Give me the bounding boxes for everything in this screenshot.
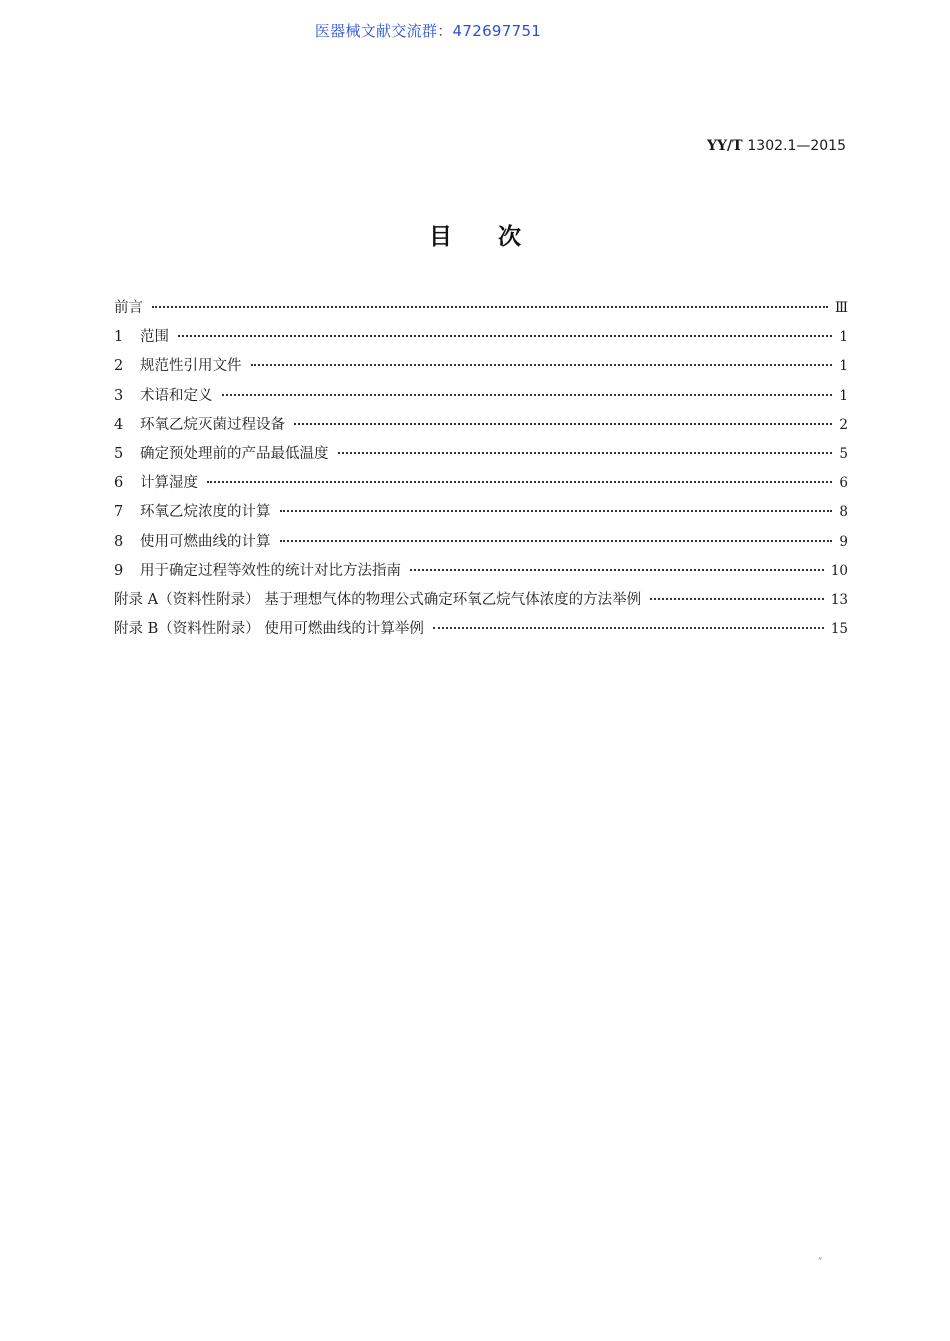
toc-leader-dots [251, 364, 833, 366]
table-of-contents [114, 296, 848, 646]
toc-item-label: 计算湿度 [140, 475, 198, 492]
toc-item-page: 9 [839, 533, 848, 550]
toc-item-label: 使用可燃曲线的计算 [140, 533, 271, 550]
toc-leader-dots [178, 335, 832, 337]
toc-item-page: 2 [839, 416, 848, 433]
toc-leader-dots [650, 598, 824, 600]
toc-item-label: 附录 A（资料性附录） 基于理想气体的物理公式确定环氧乙烷气体浓度的方法举例 [114, 591, 642, 608]
toc-item-label: 环氧乙烷浓度的计算 [140, 504, 271, 521]
toc-item-page: 1 [839, 358, 848, 375]
standard-code: YY/T [706, 138, 743, 154]
toc-item-page: Ⅲ [834, 300, 848, 316]
toc-item-3[interactable] [114, 384, 848, 413]
toc-item-label: 范围 [140, 329, 169, 346]
toc-item-number: 9 [114, 562, 124, 579]
toc-leader-dots [433, 627, 824, 629]
toc-item-page: 15 [830, 621, 848, 638]
toc-item-number: 4 [114, 416, 124, 433]
toc-item-number: 3 [114, 387, 124, 404]
toc-item-number: 6 [114, 475, 124, 492]
toc-item-1[interactable] [114, 325, 848, 354]
toc-item-6[interactable] [114, 471, 848, 500]
toc-leader-dots [207, 481, 832, 483]
toc-item-annex-a[interactable] [114, 588, 848, 617]
toc-item-4[interactable] [114, 413, 848, 442]
toc-item-number: 5 [114, 445, 124, 462]
toc-item-7[interactable] [114, 500, 848, 529]
toc-leader-dots [338, 452, 833, 454]
toc-item-label: 规范性引用文件 [140, 358, 242, 375]
toc-leader-dots [280, 510, 833, 512]
toc-item-page: 13 [830, 591, 848, 608]
toc-leader-dots [410, 569, 824, 571]
toc-item-number: 8 [114, 533, 124, 550]
toc-item-foreword[interactable] [114, 296, 848, 325]
toc-leader-dots [280, 540, 833, 542]
standard-number [707, 138, 846, 154]
toc-item-number: 1 [114, 329, 124, 346]
toc-leader-dots [222, 394, 833, 396]
toc-item-label: 确定预处理前的产品最低温度 [140, 445, 329, 462]
toc-item-label: 附录 B（资料性附录） 使用可燃曲线的计算举例 [114, 621, 424, 638]
toc-leader-dots [294, 423, 832, 425]
toc-item-annex-b[interactable] [114, 617, 848, 646]
toc-item-9[interactable] [114, 559, 848, 588]
toc-item-label: 环氧乙烷灭菌过程设备 [140, 416, 285, 433]
toc-item-page: 1 [839, 387, 848, 404]
toc-item-number: 2 [114, 358, 124, 375]
toc-item-label: 前言 [114, 300, 143, 316]
toc-item-page: 1 [839, 329, 848, 346]
toc-item-page: 6 [839, 475, 848, 492]
toc-item-number: 7 [114, 504, 124, 521]
watermark-text: 医器械文献交流群：472697751 [314, 22, 542, 40]
toc-item-page: 10 [830, 562, 848, 579]
toc-item-page: 5 [839, 445, 848, 462]
toc-item-label: 术语和定义 [140, 387, 213, 404]
page-title: 目次 [429, 224, 567, 250]
page-corner-mark: ˅ [818, 1258, 823, 1268]
toc-item-5[interactable] [114, 442, 848, 471]
toc-item-2[interactable] [114, 354, 848, 383]
toc-item-page: 8 [839, 504, 848, 521]
toc-item-8[interactable] [114, 530, 848, 559]
toc-leader-dots [152, 306, 828, 308]
standard-year: 1302.1—2015 [747, 138, 846, 154]
toc-item-label: 用于确定过程等效性的统计对比方法指南 [140, 562, 401, 579]
